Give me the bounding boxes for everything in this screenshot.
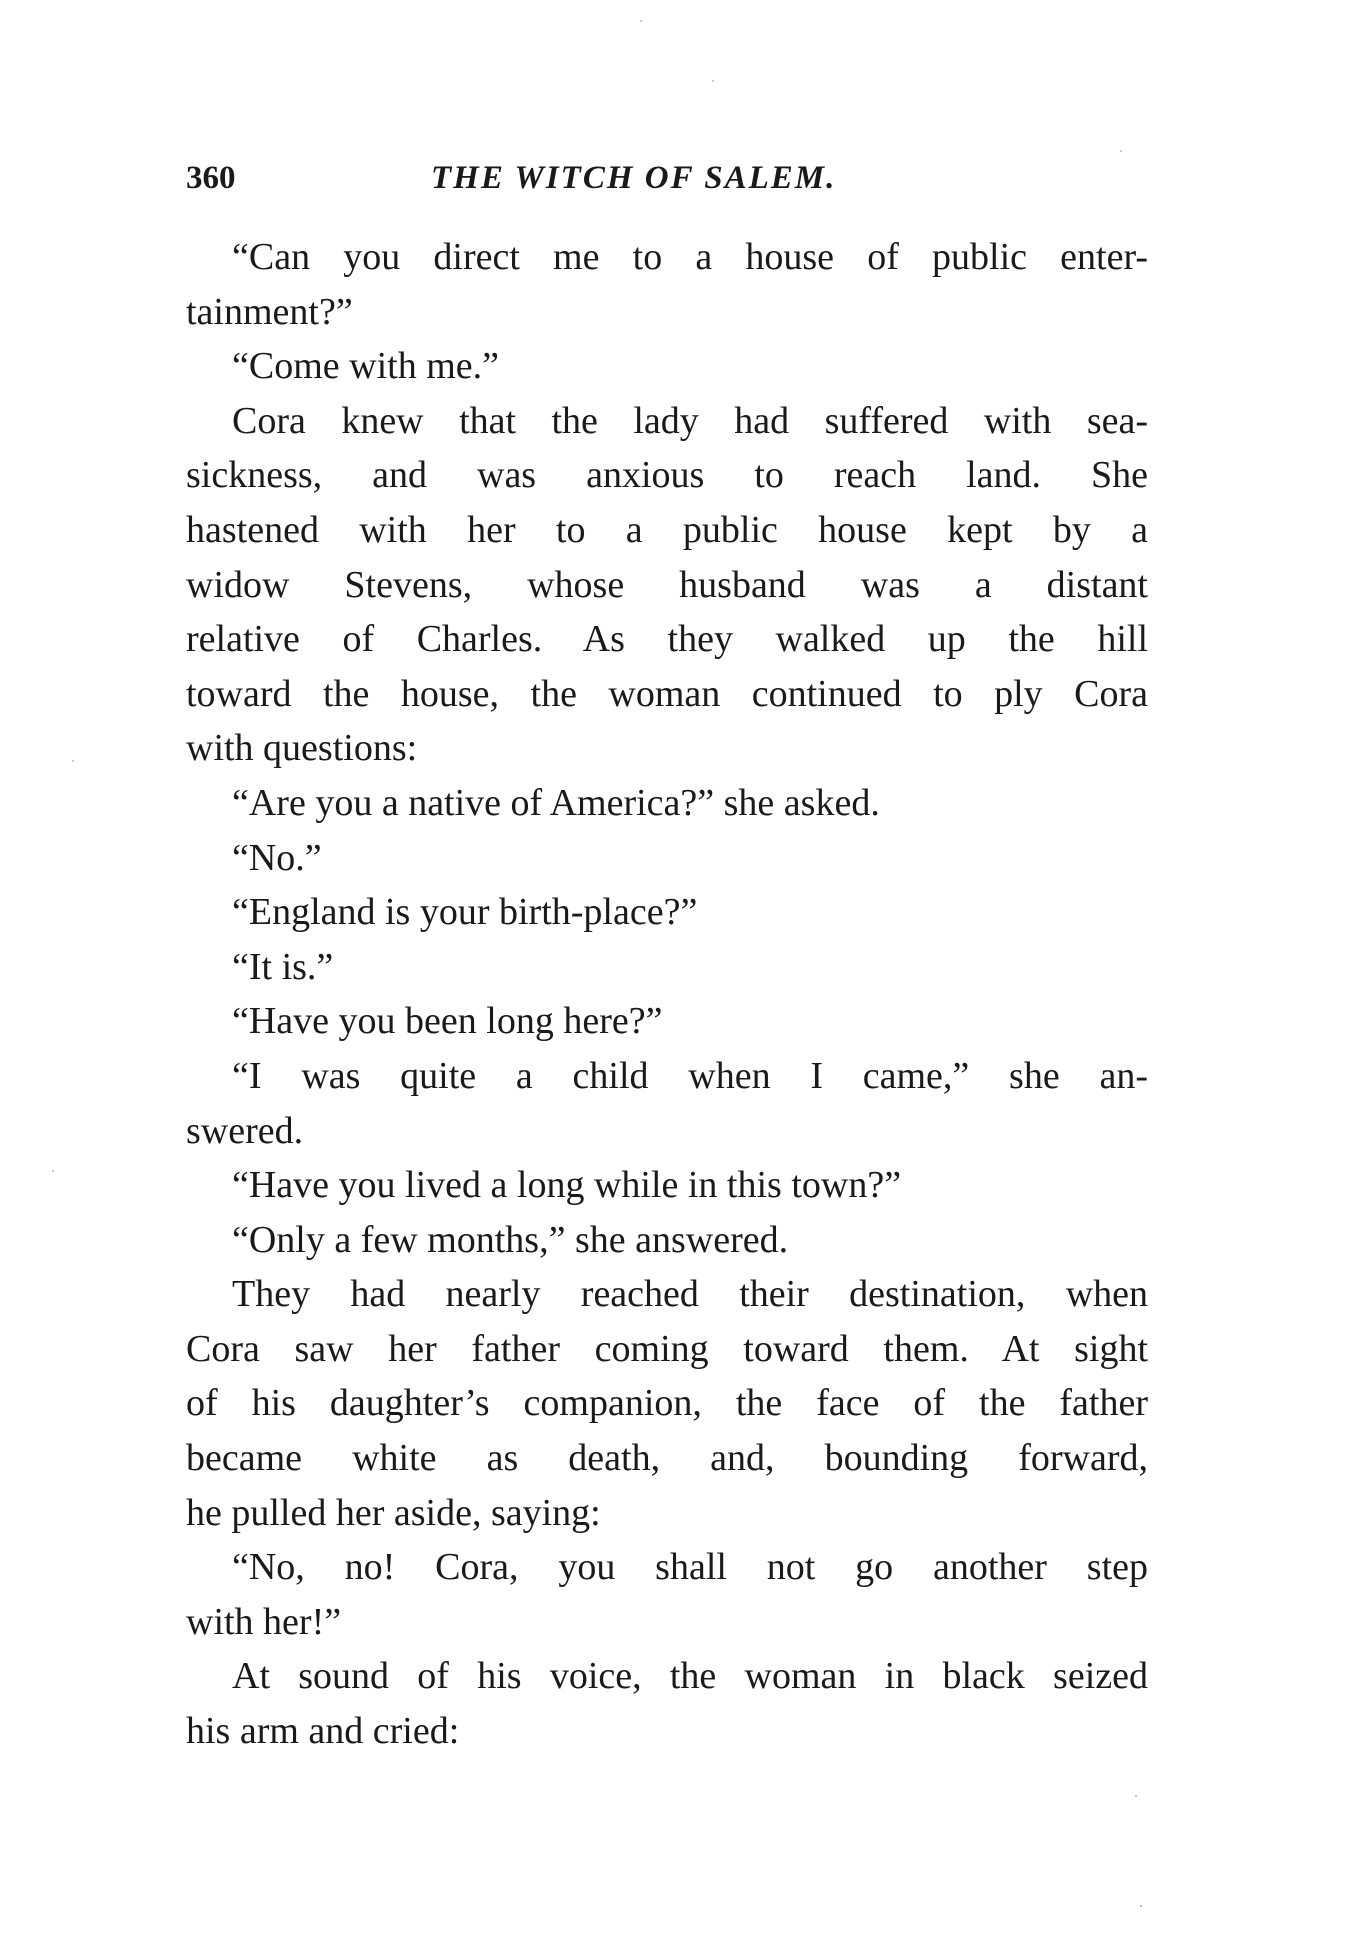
text-line: he pulled her aside, saying:: [186, 1491, 601, 1534]
text-line: “Can you direct me to a house of public enter-: [232, 236, 1148, 278]
page-number: 360: [186, 160, 236, 196]
text-line: became white as death, and, bounding forward,: [186, 1437, 1148, 1480]
page-header: [186, 160, 1146, 210]
scan-speck: [1140, 1905, 1142, 1907]
text-line: hastened with her to a public house kept by a: [186, 508, 1148, 551]
text-line: “Have you lived a long while in this town?”: [232, 1164, 902, 1207]
text-line: “Come with me.”: [232, 345, 499, 388]
text-line: “Only a few months,” she answered.: [232, 1218, 789, 1261]
text-line: They had nearly reached their destination, when: [232, 1273, 1148, 1316]
text-line: swered.: [186, 1109, 304, 1152]
text-line: his arm and cried:: [186, 1710, 460, 1753]
scan-speck: [712, 80, 714, 82]
text-line: tainment?”: [186, 290, 353, 333]
text-line: with her!”: [186, 1600, 342, 1643]
text-line: Cora knew that the lady had suffered with sea-: [232, 399, 1148, 442]
running-title: THE WITCH OF SALEM.: [431, 160, 837, 196]
text-line: “Have you been long here?”: [232, 1000, 663, 1043]
text-line: widow Stevens, whose husband was a distant: [186, 563, 1148, 606]
text-line: relative of Charles. As they walked up the hill: [186, 618, 1148, 661]
body-text: [186, 230, 1148, 1759]
text-line: “I was quite a child when I came,” she an-: [232, 1054, 1148, 1097]
scan-speck: [72, 760, 74, 762]
text-line: At sound of his voice, the woman in black seized: [232, 1655, 1148, 1698]
text-line: Cora saw her father coming toward them. At sight: [186, 1327, 1148, 1370]
text-line: with questions:: [186, 727, 418, 770]
text-line: toward the house, the woman continued to ply Cora: [186, 672, 1148, 715]
text-line: “Are you a native of America?” she asked.: [232, 781, 880, 824]
text-line: “It is.”: [232, 945, 334, 988]
text-line: “England is your birth-place?”: [232, 891, 698, 934]
scan-speck: [1120, 150, 1122, 152]
text-line: sickness, and was anxious to reach land. She: [186, 454, 1148, 497]
scan-speck: [52, 1170, 54, 1172]
text-line: “No.”: [232, 836, 322, 879]
scan-speck: [1135, 1795, 1137, 1797]
text-line: “No, no! Cora, you shall not go another step: [232, 1546, 1148, 1589]
text-line: of his daughter’s companion, the face of the father: [186, 1382, 1148, 1425]
scan-speck: [640, 20, 642, 22]
